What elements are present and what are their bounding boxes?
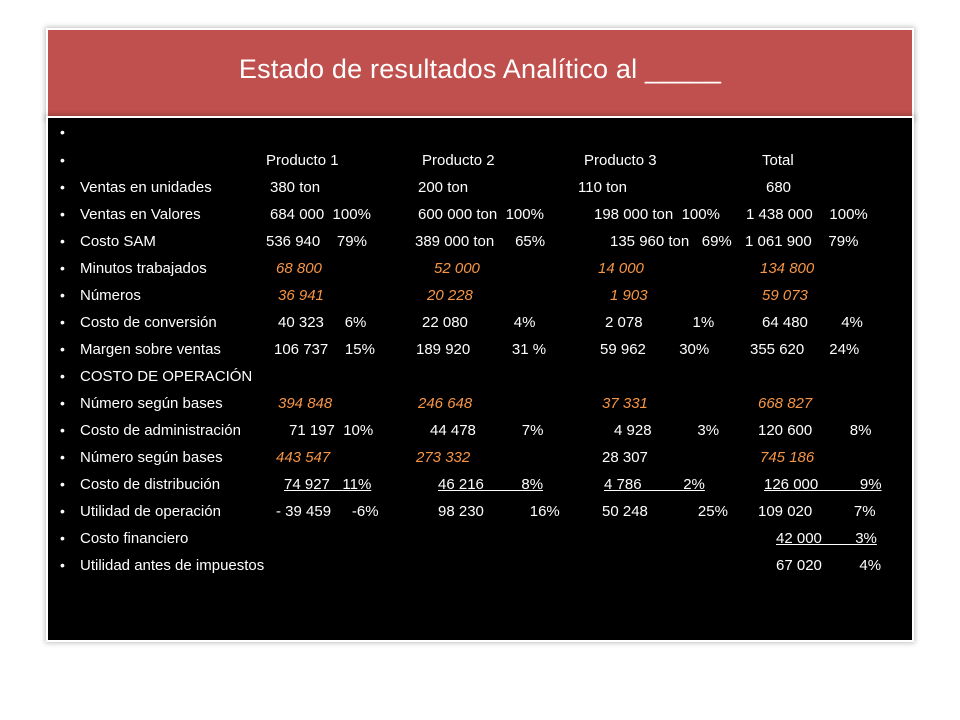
row-label: Costo SAM bbox=[80, 233, 156, 250]
cell-producto-2: 46 216 8% bbox=[438, 476, 544, 493]
cell-total: 680 bbox=[766, 179, 792, 196]
slide-title: Estado de resultados Analítico al _____ bbox=[238, 54, 722, 84]
bullet: • bbox=[60, 449, 65, 465]
cell-producto-2: 273 332 bbox=[416, 449, 471, 466]
cell-producto-3: 59 962 30% bbox=[600, 341, 710, 358]
bullet: • bbox=[60, 314, 65, 330]
title-band bbox=[48, 30, 912, 118]
header-producto-3: Producto 3 bbox=[584, 152, 657, 169]
section-heading-row bbox=[48, 368, 912, 388]
bullet: • bbox=[60, 152, 65, 168]
cell-producto-3: 198 000 ton 100% bbox=[594, 206, 720, 223]
cell-producto-1: 106 737 15% bbox=[274, 341, 375, 358]
content-box bbox=[48, 118, 912, 640]
table-row bbox=[48, 287, 912, 307]
bullet: • bbox=[60, 395, 65, 411]
cell-producto-1: 68 800 bbox=[276, 260, 322, 277]
row-label: Utilidad de operación bbox=[80, 503, 221, 520]
table-row bbox=[48, 314, 912, 334]
row-label: Margen sobre ventas bbox=[80, 341, 221, 358]
cell-producto-1: 74 927 11% bbox=[284, 476, 372, 493]
header-total: Total bbox=[762, 152, 794, 169]
table-row bbox=[48, 233, 912, 253]
cell-producto-1: 536 940 79% bbox=[266, 233, 367, 250]
row-label: Números bbox=[80, 287, 141, 304]
cell-total: 745 186 bbox=[760, 449, 815, 466]
cell-total: 109 020 7% bbox=[758, 503, 876, 520]
bullet: • bbox=[60, 530, 65, 546]
row-label: Minutos trabajados bbox=[80, 260, 207, 277]
bullet: • bbox=[60, 206, 65, 222]
table-row bbox=[48, 395, 912, 415]
cell-total: 1 061 900 79% bbox=[745, 233, 859, 250]
cell-producto-3: 37 331 bbox=[602, 395, 648, 412]
cell-total: 59 073 bbox=[762, 287, 808, 304]
header-producto-2: Producto 2 bbox=[422, 152, 495, 169]
cell-producto-3: 135 960 ton 69% bbox=[610, 233, 732, 250]
header-row bbox=[48, 152, 912, 172]
table-row bbox=[48, 503, 912, 523]
cell-total: 64 480 4% bbox=[762, 314, 863, 331]
bullet: • bbox=[60, 422, 65, 438]
row-label: Costo de administración bbox=[80, 422, 241, 439]
row-label: Costo de conversión bbox=[80, 314, 217, 331]
table-row bbox=[48, 557, 912, 577]
cell-producto-2: 98 230 16% bbox=[438, 503, 560, 520]
table-row bbox=[48, 260, 912, 280]
cell-producto-3: 14 000 bbox=[598, 260, 644, 277]
cell-producto-1: 394 848 bbox=[278, 395, 333, 412]
cell-total: 67 020 4% bbox=[776, 557, 882, 574]
table-row bbox=[48, 422, 912, 442]
row-label: Número según bases bbox=[80, 449, 223, 466]
header-producto-1: Producto 1 bbox=[266, 152, 339, 169]
cell-total: 42 000 3% bbox=[776, 530, 877, 547]
table-row bbox=[48, 449, 912, 469]
cell-total: 668 827 bbox=[758, 395, 813, 412]
cell-producto-2: 246 648 bbox=[418, 395, 473, 412]
cell-producto-2: 389 000 ton 65% bbox=[415, 233, 546, 250]
cell-producto-1: 71 197 10% bbox=[289, 422, 374, 439]
cell-total: 120 600 8% bbox=[758, 422, 872, 439]
table-row bbox=[48, 179, 912, 199]
cell-producto-3: 28 307 bbox=[602, 449, 648, 466]
cell-total: 126 000 9% bbox=[764, 476, 882, 493]
cell-total: 355 620 24% bbox=[750, 341, 860, 358]
cell-total: 1 438 000 100% bbox=[746, 206, 868, 223]
row-label: Utilidad antes de impuestos bbox=[80, 557, 265, 574]
cell-producto-1: 40 323 6% bbox=[278, 314, 367, 331]
cell-producto-3: 4 928 3% bbox=[614, 422, 720, 439]
row-label: Costo financiero bbox=[80, 530, 189, 547]
row-label: Ventas en unidades bbox=[80, 179, 212, 196]
table-row bbox=[48, 530, 912, 550]
empty-row bbox=[48, 124, 912, 144]
table-row bbox=[48, 476, 912, 496]
bullet: • bbox=[60, 179, 65, 195]
cell-producto-2: 189 920 31 % bbox=[416, 341, 547, 358]
cell-producto-2: 200 ton bbox=[418, 179, 469, 196]
bullet: • bbox=[60, 233, 65, 249]
cell-producto-1: 36 941 bbox=[278, 287, 324, 304]
cell-producto-2: 44 478 7% bbox=[430, 422, 544, 439]
table-row bbox=[48, 206, 912, 226]
cell-producto-3: 110 ton bbox=[578, 179, 627, 196]
cell-producto-2: 22 080 4% bbox=[422, 314, 536, 331]
section-heading: COSTO DE OPERACIÓN bbox=[80, 368, 253, 385]
cell-total: 134 800 bbox=[760, 260, 815, 277]
row-label: Número según bases bbox=[80, 395, 223, 412]
table-row bbox=[48, 341, 912, 361]
bullet: • bbox=[60, 260, 65, 276]
cell-producto-1: 443 547 bbox=[276, 449, 331, 466]
row-label: Costo de distribución bbox=[80, 476, 221, 493]
bullet: • bbox=[60, 124, 65, 140]
cell-producto-1: - 39 459 -6% bbox=[276, 503, 379, 520]
cell-producto-3: 4 786 2% bbox=[604, 476, 705, 493]
bullet: • bbox=[60, 341, 65, 357]
cell-producto-1: 380 ton bbox=[270, 179, 321, 196]
bullet: • bbox=[60, 287, 65, 303]
bullet: • bbox=[60, 557, 65, 573]
cell-producto-3: 2 078 1% bbox=[605, 314, 715, 331]
bullet: • bbox=[60, 368, 65, 384]
row-label: Ventas en Valores bbox=[80, 206, 201, 223]
cell-producto-2: 20 228 bbox=[427, 287, 473, 304]
cell-producto-3: 1 903 bbox=[610, 287, 648, 304]
cell-producto-1: 684 000 100% bbox=[270, 206, 371, 223]
bullet: • bbox=[60, 476, 65, 492]
cell-producto-2: 600 000 ton 100% bbox=[418, 206, 544, 223]
cell-producto-2: 52 000 bbox=[434, 260, 480, 277]
cell-producto-3: 50 248 25% bbox=[602, 503, 728, 520]
bullet: • bbox=[60, 503, 65, 519]
